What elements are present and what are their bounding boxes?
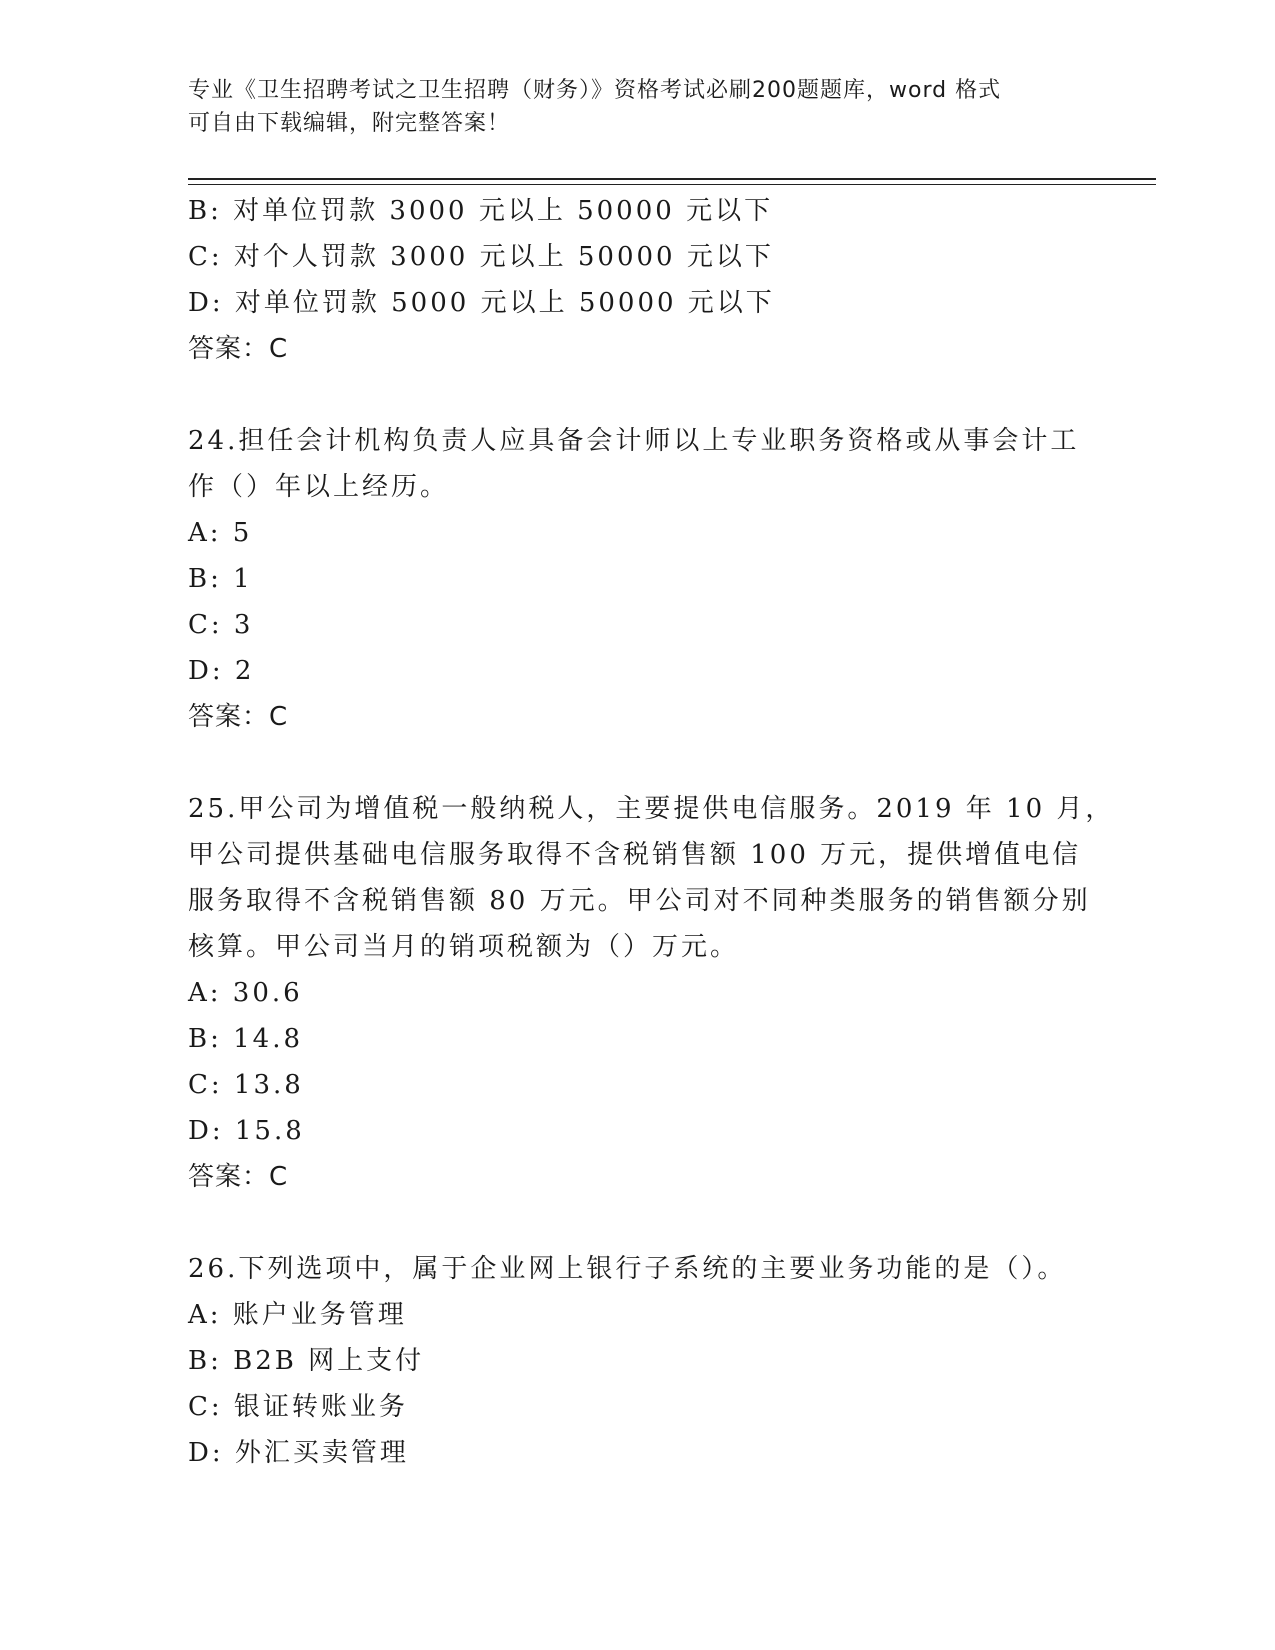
question-stem-line: 服务取得不含税销售额 80 万元。甲公司对不同种类服务的销售额分别 xyxy=(188,886,1091,916)
question-stem-line: 26.下列选项中，属于企业网上银行子系统的主要业务功能的是（）。 xyxy=(188,1254,1067,1284)
option-b: B: B2B 网上支付 xyxy=(188,1346,425,1376)
document-body xyxy=(188,188,1115,1476)
option-d: D: 外汇买卖管理 xyxy=(188,1438,409,1468)
option-b: B: 对单位罚款 3000 元以上 50000 元以下 xyxy=(188,196,774,226)
question-23 xyxy=(188,188,1088,372)
question-26 xyxy=(188,1246,1088,1476)
header-line-1: 专业《卫生招聘考试之卫生招聘（财务）》资格考试必刷200题题库，word 格式 xyxy=(188,78,1002,103)
document-header xyxy=(188,74,1088,140)
option-c: C: 对个人罚款 3000 元以上 50000 元以下 xyxy=(188,242,774,272)
question-stem-line: 作（）年以上经历。 xyxy=(188,472,450,502)
question-25 xyxy=(188,786,1115,1200)
header-line-2: 可自由下载编辑，附完整答案！ xyxy=(188,111,511,136)
question-stem-line: 甲公司提供基础电信服务取得不含税销售额 100 万元，提供增值电信 xyxy=(188,840,1082,870)
question-stem-line: 24.担任会计机构负责人应具备会计师以上专业职务资格或从事会计工 xyxy=(188,426,1080,456)
option-a: A: 5 xyxy=(188,518,253,548)
answer: 答案：C xyxy=(188,702,289,732)
spacer xyxy=(188,740,1088,786)
header-rule-thick xyxy=(188,178,1156,180)
option-d: D: 2 xyxy=(188,656,255,686)
option-c: C: 3 xyxy=(188,610,254,640)
question-24 xyxy=(188,418,1088,740)
option-c: C: 银证转账业务 xyxy=(188,1392,408,1422)
spacer xyxy=(188,1200,1088,1246)
option-c: C: 13.8 xyxy=(188,1070,304,1100)
answer: 答案：C xyxy=(188,334,289,364)
option-d: D: 对单位罚款 5000 元以上 50000 元以下 xyxy=(188,288,775,318)
option-a: A: 30.6 xyxy=(188,978,303,1008)
header-rule-thin xyxy=(188,184,1156,185)
answer: 答案：C xyxy=(188,1162,289,1192)
option-d: D: 15.8 xyxy=(188,1116,305,1146)
spacer xyxy=(188,372,1088,418)
question-stem-line: 核算。甲公司当月的销项税额为（）万元。 xyxy=(188,932,740,962)
question-stem-line: 25.甲公司为增值税一般纳税人，主要提供电信服务。2019 年 10 月， xyxy=(188,794,1115,824)
option-b: B: 1 xyxy=(188,564,253,594)
option-b: B: 14.8 xyxy=(188,1024,304,1054)
option-a: A: 账户业务管理 xyxy=(188,1300,407,1330)
